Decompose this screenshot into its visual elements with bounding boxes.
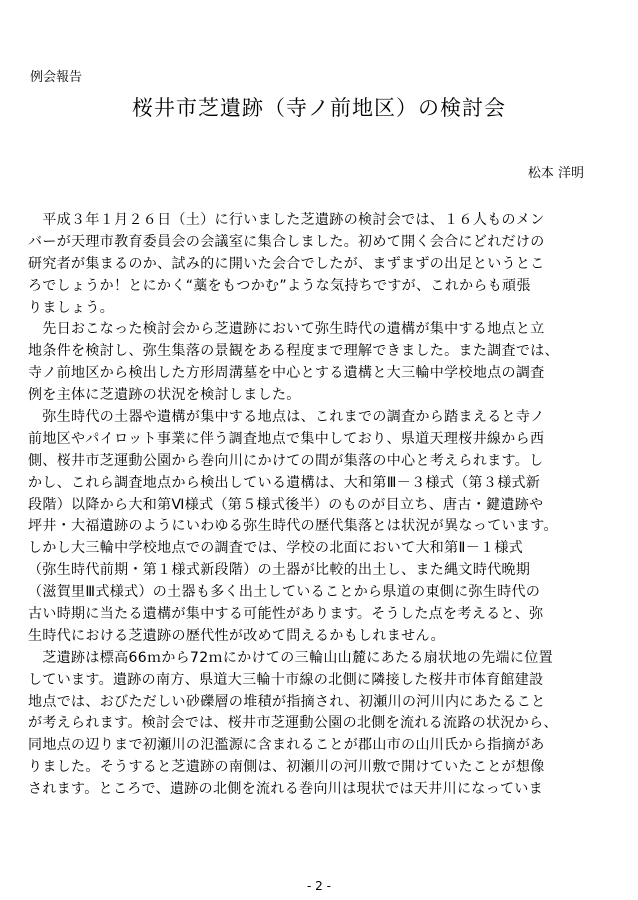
body-line: かし、これら調査地点から検出している遺構は、大和第Ⅲ－３様式（第３様式新 xyxy=(28,474,541,491)
body-line: が考えられます。検討会では、桜井市芝運動公園の北側を流れる流路の状況から、 xyxy=(28,715,558,732)
section-category: 例会報告 xyxy=(30,70,83,85)
author-name: 松本 洋明 xyxy=(527,166,584,181)
body-line: りましょう。 xyxy=(28,299,115,316)
body-line: 同地点の辺りまで初瀬川の氾濫源に含まれることが郡山市の山川氏から指摘があ xyxy=(28,737,545,754)
body-line: 寺ノ前地区から検出した方形周溝墓を中心とする遺構と大三輪中学校地点の調査 xyxy=(28,365,545,382)
body-line: 地条件を検討し、弥生集落の景観をある程度まで理解できました。また調査では、 xyxy=(28,343,559,360)
body-line: 例を主体に芝遺跡の状況を検討しました。 xyxy=(28,387,301,404)
body-line: 側、桜井市芝運動公園から巻向川にかけての間が集落の中心と考えられます。し xyxy=(28,452,544,469)
body-line: 地点では、おびただしい砂礫層の堆積が指摘され、初瀬川の河川内にあたること xyxy=(28,693,546,710)
body-line: 坪井・大福遺跡のようにいわゆる弥生時代の歴代集落とは状況が異なっています。 xyxy=(28,518,558,535)
body-line: 古い時期に当たる遺構が集中する可能性があります。そうした点を考えると、弥 xyxy=(28,606,544,623)
body-line: 芝遺跡は標高66ｍから72ｍにかけての三輪山山麓にあたる扇状地の先端に位置 xyxy=(28,649,553,666)
page-number: - 2 - xyxy=(307,879,331,893)
body-line: 研究者が集まるのか、試み的に開いた会合でしたが、まずまずの出足というとこ xyxy=(28,255,545,272)
article-body xyxy=(28,210,608,801)
body-line: 弥生時代の土器や遺構が集中する地点は、これまでの調査から踏まえると寺ノ xyxy=(28,409,545,426)
body-line: （弥生時代前期・第１様式新段階）の土器が比較的出土し、また縄文時代晩期 xyxy=(28,562,531,579)
body-line: バーが天理市教育委員会の会議室に集合しました。初めて開く会合にどれだけの xyxy=(28,233,545,250)
body-line: りました。そうすると芝遺跡の南側は、初瀬川の河川敷で開けていたことが想像 xyxy=(28,759,545,776)
body-line: しています。遺跡の南方、県道大三輪十市線の北側に隣接した桜井市体育館建設 xyxy=(28,671,544,688)
body-line: （滋賀里Ⅲ式様式）の土器も多く出土していることから県道の東側に弥生時代の xyxy=(28,584,541,601)
body-line: 先日おこなった検討会から芝遺跡において弥生時代の遺構が集中する地点と立 xyxy=(28,321,545,338)
body-line: 前地区やパイロット事業に伴う調査地点で集中しており、県道天理桜井線から西 xyxy=(28,430,545,447)
body-line: 生時代における芝遺跡の歴代性が改めて問えるかもしれません。 xyxy=(28,627,445,644)
body-line: しかし大三輪中学校地点での調査では、学校の北面において大和第Ⅱ－１様式 xyxy=(28,540,524,557)
body-line: 段階）以降から大和第Ⅵ様式（第５様式後半）のものが目立ち、唐古・鍵遺跡や xyxy=(28,496,544,513)
body-line: 平成３年１月２６日（土）に行いました芝遺跡の検討会では、１６人ものメン xyxy=(28,212,545,228)
body-line: されます。ところで、遺跡の北側を流れる巻向川は現状では天井川になっていま xyxy=(28,781,544,798)
body-line: ろでしょうか！とにかく“藁をもつかむ”ような気持ちですが、これからも頑張 xyxy=(28,277,531,294)
article-title: 桜井市芝遺跡（寺ノ前地区）の検討会 xyxy=(132,96,506,120)
